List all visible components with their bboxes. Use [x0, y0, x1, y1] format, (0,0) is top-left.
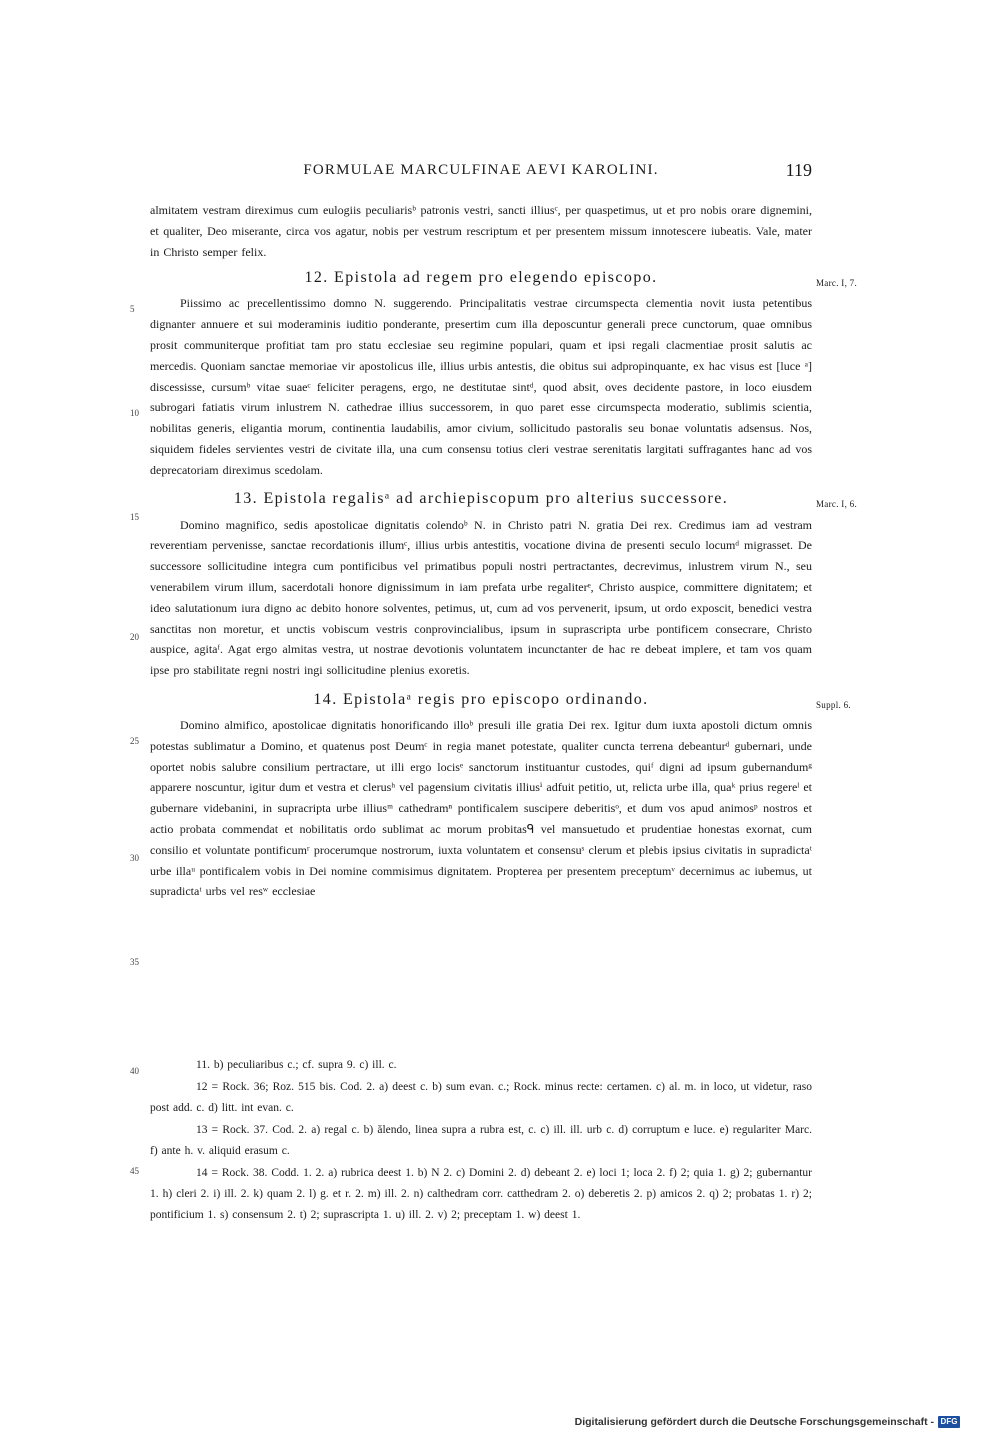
line-number: 40: [130, 1066, 139, 1076]
line-number: 45: [130, 1166, 139, 1176]
line-number: 5: [130, 304, 135, 314]
line-number: 20: [130, 632, 139, 642]
dfg-logo-icon: DFG: [938, 1416, 960, 1428]
footnote-block: 11. b) peculiaribus c.; cf. supra 9. c) ill. c.: [196, 1059, 397, 1071]
footnote-block: 14 = Rock. 38. Codd. 1. 2. a) rubrica deest 1. b) N 2. c) Domini 2. d) debeant 2. e) loci 1; loca 2. f) 2; quia 1. g) 2; gubernantur 1. h) cleri 2. i) ill. 2. k) quam 2. l) g. et r. 2. m) ill. 2. n) calthedram corr. catthedram 2. o) deberetis 2. p) amicos 2. q) 2; probatas 1. r) 2; pontificium 1. s) consensum 2. t) 2; suprascripta 1. u) ill. 2. v) 2; preceptam 1. w) deest 1.: [150, 1167, 812, 1221]
formula-paragraph: Domino magnifico, sedis apostolicae dignitatis colendoᵇ N. in Christo patri N. gratia Dei rex. Credimus iam ad vestram reverentiam pervenisse, sanctae recordationis illumᶜ, illius urbis antestitis, vocatione divina de presenti seculo locumᵈ migrasset. De successore sollicitudine integra cum pontificibus vel primatibus populi nostri pertractantes, decrevimus, inlustrem virum N., seu venerabilem virum illum, sacerdotali honore dignissimum in iam prefata urbe regaliterᵉ, Christo auspice, committere dignitatem; et ideo salutationum iura digno ac debito honore solventes, petimus, ut, cum ad vos pervenerit, ipsum, ut ordo exposcit, benedici vestra sanctitas non moretur, et unctis vobiscum vestris conprovincialibus, ipsum in suprascripta urbe pontificem consecrare, Christo auspice, agitaᶠ. Agat ergo almitas vestra, ut nostrae devotionis voluntatem incunctanter de hac re debeat implere, et tam vos quam ipse pro stabilitate regni nostri ingi sollicitudine plenius exoretis.: [150, 517, 812, 678]
main-text: [150, 200, 858, 902]
line-number: 35: [130, 957, 139, 967]
footnote-block: 13 = Rock. 37. Cod. 2. a) regal c. b) ălendo, linea supra a rubra est, c. c) ill. ill. urb c. d) corruptum e luce. e) regulariter Marc. f) ante h. v. aliquid erasum c.: [150, 1124, 812, 1157]
credit-text: Digitalisierung gefördert durch die Deutsche Forschungsgemeinschaft -: [574, 1416, 934, 1428]
line-number: 30: [130, 853, 139, 863]
section-heading-text: 12. Epistola ad regem pro elegendo episcopo.: [304, 269, 658, 287]
section-heading-text: 13. Epistola regalisᵃ ad archiepiscopum pro alterius successore.: [233, 489, 729, 507]
page-number: 119: [785, 160, 812, 180]
formula-paragraph: Domino almifico, apostolicae dignitatis honorificando illoᵇ presuli ille gratia Dei rex. Igitur dum iuxta apostoli dictum omnis potestas sublimatur a Domino, et quatenus post Deumᶜ in regia manet potestate, qualiter cuncta terrena debeanturᵈ gubernari, unde oportet nobis salubre consilium pertractare, ut illi ergo locisᵉ sanctorum instituantur custodes, quiᶠ digni ad ipsum gubernandumᵍ apparere noscuntur, igitur dum et vestra et clerusʰ vel pagensium civitatis illiusⁱ adfuit petitio, ut, relicta urbe illa, quaᵏ prius regereˡ et gubernare videbanini, in supracripta urbe illiusᵐ cathedramⁿ pontificalem suscipere deberitisᵒ, et dum vos apud animosᵖ nostros et actio probata commendat et nobilitatis ordo sublimat ac morum probitasᑫ vel mansuetudo et prudentiae honestas exornat, cum consilio et voluntate pontificumʳ procerumque nostrorum, iuxta voluntatem et consensuˢ clerum et plebis ipsius civitatis in supradictaᵗ urbe illaᵘ pontificalem vobis in Dei nomine commisimus dignitatem. Propterea per presentem preceptumᵛ decernimus ac iubemus, ut supradictaᵗ urbs vel resʷ ecclesiae: [150, 717, 812, 899]
digitization-credit: [575, 1416, 960, 1428]
page-header: [150, 160, 812, 184]
critical-apparatus: [150, 1055, 812, 1227]
margin-reference: Marc. I, 6.: [816, 498, 858, 509]
intro-paragraph: almitatem vestram direximus cum eulogiis peculiarisᵇ patronis vestri, sancti illiusᶜ, per quaspetimus, ut et pro nobis orare dignemini, et qualiter, Deo miserante, circa vos agatur, nobis per vestrum rescriptum et per presentem missum innotescere iubeatis. Vale, mater in Christo semper felix.: [150, 203, 812, 259]
section-heading-13: [150, 488, 858, 510]
line-number: 15: [130, 512, 139, 522]
line-number: 10: [130, 408, 139, 418]
section-heading-text: 14. Epistolaᵃ regis pro episcopo ordinando.: [313, 690, 649, 708]
line-number: 25: [130, 736, 139, 746]
section-heading-14: [150, 689, 851, 711]
margin-reference: Suppl. 6.: [816, 699, 851, 710]
margin-reference: Marc. I, 7.: [816, 278, 858, 289]
footnote-block: 12 = Rock. 36; Roz. 515 bis. Cod. 2. a) deest c. b) sum evan. c.; Rock. minus recte: certamen. c) al. m. in loco, ut videtur, raso post add. c. d) litt. int evan. c.: [150, 1081, 812, 1114]
running-title: FORMULAE MARCULFINAE AEVI KAROLINI.: [303, 162, 659, 178]
formula-paragraph: Piissimo ac precellentissimo domno N. suggerendo. Principalitatis vestrae circumspecta clementia novit iusta petentibus dignanter annuere et sui moderaminis iuditio ponderante, presertim cum illa deposcuntur generali prece cunctorum, quae omnibus prosit communiterque profitiat tam pro statu ecclesiae seu regimine populari, quam et ipsi regali clacmentiae prosit salutis ac mercedis. Quoniam sanctae memoriae vir apostolicus ille, illius urbis antestis, die obitus sui adpropinquante, ex hac visus est [luce ᵃ] discessisse, cursumᵇ vitae suaeᶜ feliciter peragens, ergo, ne destitutae sintᵈ, quod absit, oves decidente pastore, in loco eiusdem subrogari fatiatis virum inlustrem N. cathedrae illius successorem, in quo paret esse circumspecta moderatio, sublimis scientia, nobilitas generis, eligantia morum, continentia laudabilis, amor civium, sollicitudo pastoralis seu bonae voluntatis adsensus. Nos, siquidem fideles servientes vestri de civitate illa, una cum consensu totius cleri vestrae serenitatis largitati suffragantes hanc ad vos deprecatoriam direximus scedolam.: [150, 296, 812, 477]
section-heading-12: [150, 267, 858, 289]
